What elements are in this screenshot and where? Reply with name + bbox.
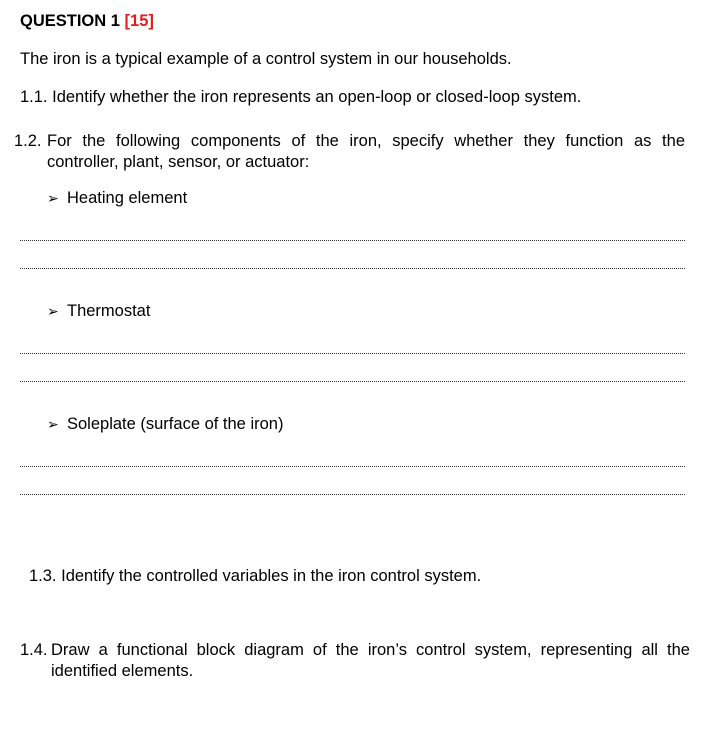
answer-line[interactable] — [20, 494, 685, 495]
question-title: QUESTION 1 — [20, 12, 120, 30]
question-1-3-number: 1.3. — [29, 567, 57, 585]
question-1-2-line-2: controller, plant, sensor, or actuator: — [47, 153, 310, 171]
question-1-1-text: Identify whether the iron represents an open-loop or closed-loop system. — [52, 88, 582, 106]
question-1-4-number: 1.4. — [20, 641, 48, 659]
bullet-arrow-icon: ➢ — [47, 303, 59, 319]
question-1-2-number: 1.2. — [14, 132, 42, 150]
question-1-1 — [20, 88, 581, 107]
answer-line[interactable] — [20, 240, 685, 241]
question-1-4-line-2: identified elements. — [51, 662, 194, 680]
component-label: Thermostat — [67, 302, 151, 320]
question-1-4-line-1: Draw a functional block diagram of the iron’s control system, representing all the — [51, 641, 690, 659]
question-1-1-number: 1.1. — [20, 88, 48, 106]
question-1-3 — [29, 567, 481, 586]
bullet-arrow-icon: ➢ — [47, 416, 59, 432]
component-label: Heating element — [67, 189, 188, 207]
answer-line[interactable] — [20, 381, 685, 382]
answer-line[interactable] — [20, 466, 685, 467]
answer-line[interactable] — [20, 268, 685, 269]
component-heating-element — [47, 189, 187, 208]
intro-text: The iron is a typical example of a control system in our households. — [20, 50, 512, 68]
component-label: Soleplate (surface of the iron) — [67, 415, 284, 433]
question-1-3-text: Identify the controlled variables in the iron control system. — [61, 567, 482, 585]
component-soleplate — [47, 415, 283, 434]
component-thermostat — [47, 302, 150, 321]
bullet-arrow-icon: ➢ — [47, 190, 59, 206]
question-1-2-line-1: For the following components of the iron, specify whether they function as the — [47, 132, 685, 150]
question-marks: [15] — [124, 12, 154, 30]
answer-line[interactable] — [20, 353, 685, 354]
question-heading — [20, 12, 154, 31]
